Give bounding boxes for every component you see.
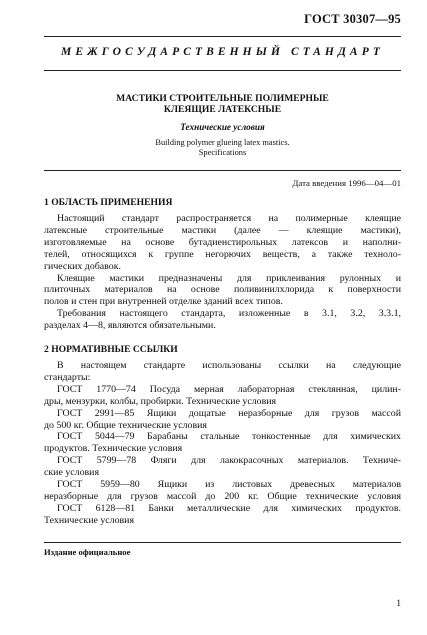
paragraph-line: В настоящем стандарте использованы ссылки на следующие bbox=[57, 360, 401, 371]
title-line-1: МАСТИКИ СТРОИТЕЛЬНЫЕ ПОЛИМЕРНЫЕ bbox=[116, 93, 329, 104]
reference-line: ГОСТ 5044—79 Барабаны стальные тонкостенные для химических bbox=[57, 431, 401, 443]
reference-line: продуктов. Технические условия bbox=[44, 443, 183, 455]
paragraph-line: изготовляемые на основе бутадиенстирольных латексов и наполни- bbox=[44, 236, 401, 248]
reference-line: ГОСТ 5799—78 Фляги для лакокрасочных материалов. Техниче- bbox=[57, 455, 401, 467]
official-edition-label: Издание официальное bbox=[44, 547, 131, 557]
english-title-line-1: Building polymer glueing latex mastics. bbox=[155, 138, 290, 147]
reference-line: ские условия bbox=[44, 467, 99, 479]
english-title-line-2: Specifications bbox=[198, 148, 247, 157]
section-2-heading: 2 НОРМАТИВНЫЕ ССЫЛКИ bbox=[44, 344, 178, 355]
reference-line: неразборные для грузов массой до 200 кг. Общие технические условия bbox=[44, 490, 401, 502]
paragraph-line: стандарты: bbox=[44, 371, 91, 383]
paragraph-line: разделах 4—8, являются обязательными. bbox=[44, 320, 216, 332]
paragraph-line: телей, относящихся к группе негорючих веществ, а также техноло- bbox=[44, 248, 401, 260]
paragraph-line: Клеящие мастики предназначены для приклеивания рулонных и bbox=[57, 272, 401, 284]
header-rule-bottom bbox=[44, 70, 401, 71]
standard-code: ГОСТ 30307—95 bbox=[304, 12, 401, 26]
reference-line: дры, мензурки, колбы, пробирки. Технические условия bbox=[44, 395, 277, 407]
document-subtitle: Технические условия bbox=[180, 122, 265, 132]
paragraph-line: латексные строительные мастики (далее — клеящие мастики), bbox=[44, 224, 401, 236]
section-1-body bbox=[44, 213, 401, 332]
reference-line: ГОСТ 6128—81 Банки металлические для химических продуктов. bbox=[57, 502, 401, 514]
reference-line: ГОСТ 2991—85 Ящики дощатые неразборные для грузов массой bbox=[57, 407, 401, 419]
reference-line: ГОСТ 5959—80 Ящики из листовых древесных материалов bbox=[57, 479, 401, 491]
section-2-body bbox=[44, 360, 401, 527]
paragraph-line: Настоящий стандарт распространяется на полимерные клеящие bbox=[57, 213, 401, 224]
footer-rule bbox=[44, 542, 401, 543]
title-line-2: КЛЕЯЩИЕ ЛАТЕКСНЫЕ bbox=[163, 104, 282, 115]
reference-line: Технические условия bbox=[44, 514, 135, 526]
title-rule bbox=[44, 170, 401, 171]
reference-line: до 500 кг. Общие технические условия bbox=[44, 419, 207, 431]
section-1-heading: 1 ОБЛАСТЬ ПРИМЕНЕНИЯ bbox=[44, 197, 173, 208]
page-number: 1 bbox=[396, 598, 401, 609]
paragraph-line: полов и стен при внутренней отделке зданий всех типов. bbox=[44, 296, 283, 308]
document-title bbox=[44, 93, 401, 115]
paragraph-line: гических добавок. bbox=[44, 260, 121, 272]
reference-line: ГОСТ 1770—74 Посуда мерная лабораторная стеклянная, цилин- bbox=[57, 383, 401, 395]
english-title bbox=[44, 138, 401, 158]
standard-banner: МЕЖГОСУДАРСТВЕННЫЙ СТАНДАРТ bbox=[61, 46, 384, 58]
introduction-date: Дата введения 1996—04—01 bbox=[292, 178, 401, 188]
paragraph-line: плиточных материалов на основе поливинилхлорида к поверхности bbox=[44, 284, 401, 296]
paragraph-line: Требования настоящего стандарта, изложенные в 3.1, 3.2, 3.3.1, bbox=[57, 308, 401, 320]
header-rule-top bbox=[44, 36, 401, 37]
